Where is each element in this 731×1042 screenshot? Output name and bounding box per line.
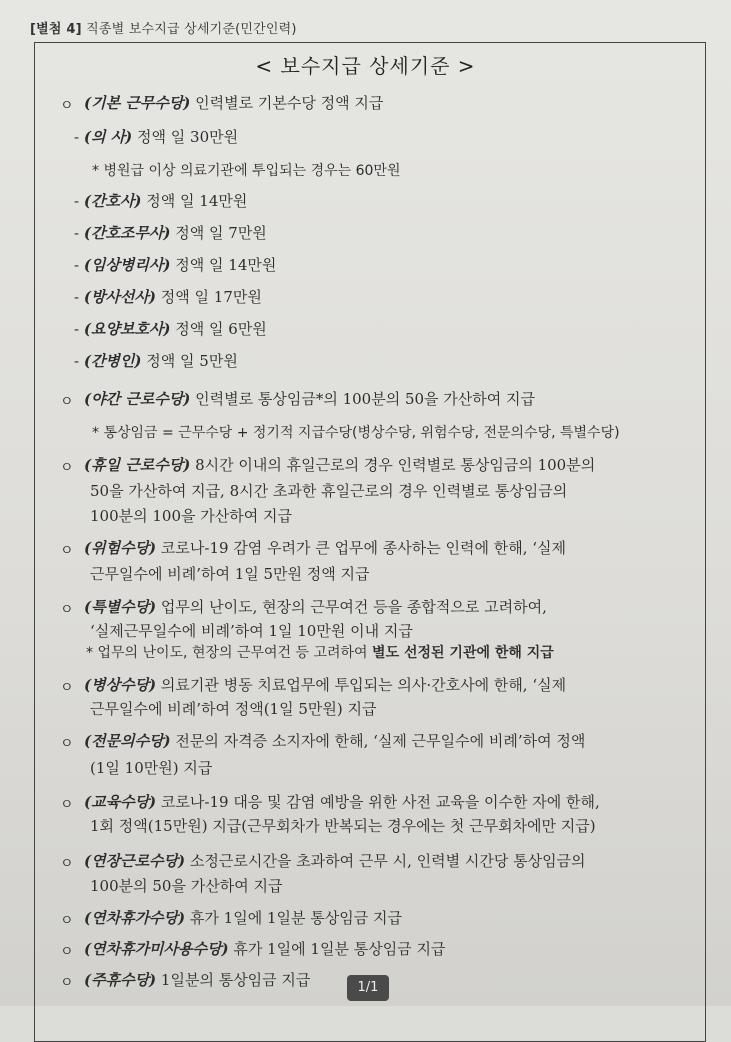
subitem-radiologist [74, 286, 262, 307]
item-weekly [84, 969, 310, 990]
bullet-night: ㅇ [60, 394, 74, 410]
bullet-education: ㅇ [60, 797, 74, 813]
term-nursing-attendant: (간병인) [83, 352, 142, 370]
subitem-prefix: - [74, 128, 84, 146]
text-doctor: 정액 일 30만원 [132, 128, 239, 146]
text-special-2: ‘실제근무일수에 비례’하여 1일 10만원 이내 지급 [90, 622, 413, 640]
item-holiday [84, 454, 595, 475]
text-holiday-1: 8시간 이내의 휴일근로의 경우 인력별로 통상임금의 100분의 [190, 456, 596, 474]
text-special-1: 업무의 난이도, 현장의 근무여건 등을 종합적으로 고려하여, [156, 598, 547, 616]
item-basic [84, 92, 383, 113]
text-nurse-aide: 정액 일 7만원 [170, 224, 267, 242]
term-weekly: (주휴수당) [84, 971, 157, 989]
text-specialist-1: 전문의 자격증 소지자에 한해, ‘실제 근무일수에 비례’하여 정액 [170, 732, 586, 750]
subitem-prefix: - [74, 352, 84, 370]
item-annual-unused [84, 938, 445, 959]
text-annual-unused: 휴가 1일에 1일분 통상임금 지급 [228, 940, 446, 958]
bullet-holiday: ㅇ [60, 460, 74, 476]
subitem-caregiver [74, 318, 267, 339]
subitem-prefix: - [74, 192, 84, 210]
bullet-annual: ㅇ [60, 913, 74, 929]
text-ward-1: 의료기관 병동 치료업무에 투입되는 의사·간호사에 한해, ‘실제 [156, 676, 567, 694]
text-risk-2: 근무일수에 비례’하여 1일 5만원 정액 지급 [90, 565, 370, 583]
term-annual: (연차휴가수당) [84, 909, 186, 927]
bullet-special: ㅇ [60, 602, 74, 618]
text-radiologist: 정액 일 17만원 [156, 288, 262, 306]
text-nurse: 정액 일 14만원 [141, 192, 248, 210]
subitem-prefix: - [74, 320, 84, 338]
text-overtime-1: 소정근로시간을 초과하여 근무 시, 인력별 시간당 통상임금의 [185, 852, 586, 870]
term-doctor: (의 사) [83, 128, 133, 146]
bullet-ward: ㅇ [60, 680, 74, 696]
subitem-prefix: - [74, 224, 84, 242]
text-specialist-2: (1일 10만원) 지급 [90, 759, 213, 777]
term-radiologist: (방사선사) [83, 288, 156, 306]
item-risk [84, 537, 566, 558]
page-title: < 보수지급 상세기준 > [255, 54, 476, 78]
bullet-risk: ㅇ [60, 543, 74, 559]
annex-title: 직종별 보수지급 상세기준(민간인력) [86, 22, 297, 37]
term-holiday: (휴일 근로수당) [84, 456, 191, 474]
text-holiday-2: 50을 가산하여 지급, 8시간 초과한 휴일근로의 경우 인력별로 통상임금의 [90, 482, 568, 500]
bullet-specialist: ㅇ [60, 736, 74, 752]
text-lab-tech: 정액 일 14만원 [170, 256, 277, 274]
term-lab-tech: (임상병리사) [83, 256, 171, 274]
text-risk-1: 코로나-19 감염 우려가 큰 업무에 종사하는 인력에 한해, ‘실제 [156, 539, 567, 557]
term-basic: (기본 근무수당) [84, 94, 191, 112]
bullet-overtime: ㅇ [60, 856, 74, 872]
item-annual [84, 907, 402, 928]
annex-header [30, 18, 297, 37]
item-education [84, 791, 600, 812]
term-nurse: (간호사) [83, 192, 142, 210]
subitem-nursing-attendant [74, 350, 238, 371]
subitem-nurse-aide [74, 222, 267, 243]
subitem-lab-tech [74, 254, 276, 275]
term-nurse-aide: (간호조무사) [83, 224, 171, 242]
text-annual: 휴가 1일에 1일분 통상임금 지급 [185, 909, 402, 927]
text-basic: 인력별로 기본수당 정액 지급 [190, 94, 384, 112]
subitem-prefix: - [74, 256, 84, 274]
note-special [86, 642, 554, 662]
term-night: (야간 근로수당) [84, 390, 191, 408]
term-annual-unused: (연차휴가미사용수당) [84, 940, 229, 958]
text-ward-2: 근무일수에 비례’하여 정액(1일 5만원) 지급 [90, 700, 377, 718]
note-ordinary-wage: * 통상임금 = 근무수당 + 정기적 지급수당(병상수당, 위험수당, 전문의수당, 특별수당) [92, 425, 620, 441]
term-ward: (병상수당) [84, 676, 157, 694]
note-special-bold: 별도 선정된 기관에 한해 지급 [372, 645, 554, 661]
text-night: 인력별로 통상임금*의 100분의 50을 가산하여 지급 [190, 390, 536, 408]
bullet-weekly: ㅇ [60, 975, 74, 991]
item-night [84, 388, 535, 409]
subitem-doctor [74, 126, 238, 147]
subitem-nurse [74, 190, 247, 211]
note-hospital: * 병원급 이상 의료기관에 투입되는 경우는 60만원 [92, 163, 401, 179]
term-special: (특별수당) [84, 598, 157, 616]
term-overtime: (연장근로수당) [84, 852, 186, 870]
term-caregiver: (요양보호사) [83, 320, 171, 338]
annex-tag: [별첨 4] [30, 22, 82, 37]
term-specialist: (전문의수당) [84, 732, 171, 750]
item-specialist [84, 730, 585, 751]
item-special [84, 596, 547, 617]
text-holiday-3: 100분의 100을 가산하여 지급 [90, 507, 292, 525]
text-education-1: 코로나-19 대응 및 감염 예방을 위한 사전 교육을 이수한 자에 한해, [156, 793, 600, 811]
page-indicator[interactable]: 1/1 [347, 975, 389, 1001]
bullet-basic: ㅇ [60, 98, 74, 114]
note-special-text: * 업무의 난이도, 현장의 근무여건 등 고려하여 [86, 645, 373, 661]
term-education: (교육수당) [84, 793, 157, 811]
text-weekly: 1일분의 통상임금 지급 [156, 971, 311, 989]
item-ward [84, 674, 566, 695]
item-overtime [84, 850, 586, 871]
bullet-annual-unused: ㅇ [60, 944, 74, 960]
text-nursing-attendant: 정액 일 5만원 [141, 352, 238, 370]
text-overtime-2: 100분의 50을 가산하여 지급 [90, 877, 283, 895]
term-risk: (위험수당) [84, 539, 157, 557]
text-education-2: 1회 정액(15만원) 지급(근무회차가 반복되는 경우에는 첫 근무회차에만 지급) [90, 817, 596, 835]
text-caregiver: 정액 일 6만원 [170, 320, 267, 338]
subitem-prefix: - [74, 288, 84, 306]
